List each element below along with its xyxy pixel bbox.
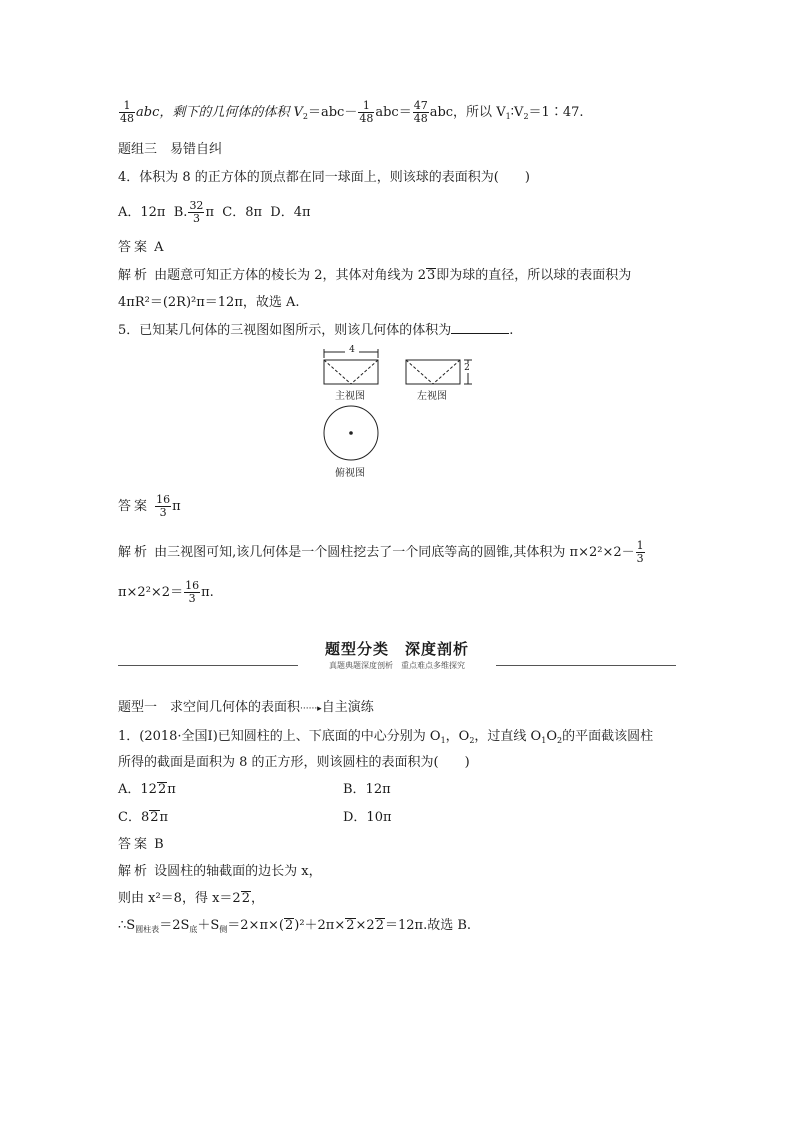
option-a: A．122π	[118, 782, 176, 797]
question-5-analysis-1: 解析 由三视图可知,该几何体是一个圆柱挖去了一个同底等高的圆锥,其体积为 π×2²×2－ $\frac{1}{3}$	[118, 539, 644, 565]
dimension-height-label: 2	[462, 363, 472, 373]
group-title: 题组三 易错自纠	[118, 142, 223, 157]
question-4-options	[118, 200, 311, 225]
option-d: D．10π	[343, 810, 392, 825]
section-subtitle: 真题典题深度剖析 重点难点多维探究	[329, 661, 465, 670]
option-a: A．12π	[118, 205, 166, 220]
dimension-width-label: 4	[345, 345, 359, 355]
section-rule-left	[118, 665, 298, 666]
question-1-stem-2: 所得的截面是面积为 8 的正方形，则该圆柱的表面积为( )	[118, 755, 470, 770]
option-b: B．12π	[343, 782, 391, 797]
question-5-analysis-2: π×2²×2＝ $\frac{16}{3}$ π.	[118, 579, 214, 605]
side-view-label: 左视图	[417, 391, 447, 402]
question-4-analysis-2: 4πR²＝(2R)²π＝12π，故选 A.	[118, 295, 300, 310]
question-1-analysis-1: 解析 设圆柱的轴截面的边长为 x，	[118, 864, 322, 879]
fraction: $\frac{47}{48}$	[413, 99, 428, 125]
dotted-arrow: ······▸	[300, 704, 322, 714]
section-rule-right	[496, 665, 676, 666]
top-view-label: 俯视图	[335, 468, 365, 479]
option-c: C．8π	[222, 205, 263, 220]
option-c: C．82π	[118, 810, 169, 825]
fraction: $\frac{1}{48}$	[120, 99, 134, 125]
question-1-stem-1: 1．(2018·全国Ⅰ)已知圆柱的上、下底面的中心分别为 $O_1$，$O_2$，过直线 $O_1O_2$的平面截该圆柱	[118, 729, 654, 745]
answer-blank	[451, 322, 509, 334]
three-view-figure	[316, 345, 486, 465]
option-b: B. $\frac{32}{3}$ π	[173, 199, 214, 225]
question-4-answer: 答案 A	[118, 240, 164, 255]
section-title: 题型分类 深度剖析	[324, 640, 469, 658]
carryover-line: $\frac{1}{48}$ abc，剩下的几何体的体积 $V_2=abc-$ $\frac{1}{48}$ abc＝ $\frac{47}{48}$ abc，所以 $V_1∶V_2=1∶47$.	[120, 99, 584, 125]
front-view-label: 主视图	[335, 391, 365, 402]
type-1-tag: 自主演练	[321, 700, 374, 715]
question-1-analysis-3: $\therefore S_{圆柱表}=2S_底+S_侧=2\times\pi\times(2)^2+2\pi\times 2\times 22=12\pi$.故选 B.	[118, 918, 472, 934]
question-4-analysis-1: 解析 由题意可知正方体的棱长为 2，其体对角线为 23即为球的直径，所以球的表面积为	[118, 268, 632, 283]
question-1-analysis-2: 则由 x²＝8，得 x＝22，	[118, 891, 264, 906]
option-d: D．4π	[270, 205, 311, 220]
question-5-answer: 答案 $\frac{16}{3}$ π	[118, 493, 181, 519]
question-1-answer: 答案 B	[118, 837, 164, 852]
question-4-stem: 4．体积为 8 的正方体的顶点都在同一球面上，则该球的表面积为( )	[118, 170, 530, 185]
question-5-stem: 5．已知某几何体的三视图如图所示，则该几何体的体积为 .	[118, 323, 514, 338]
fraction: $\frac{1}{48}$	[359, 99, 374, 125]
type-1-title: 题型一 求空间几何体的表面积······▸自主演练	[118, 700, 374, 715]
